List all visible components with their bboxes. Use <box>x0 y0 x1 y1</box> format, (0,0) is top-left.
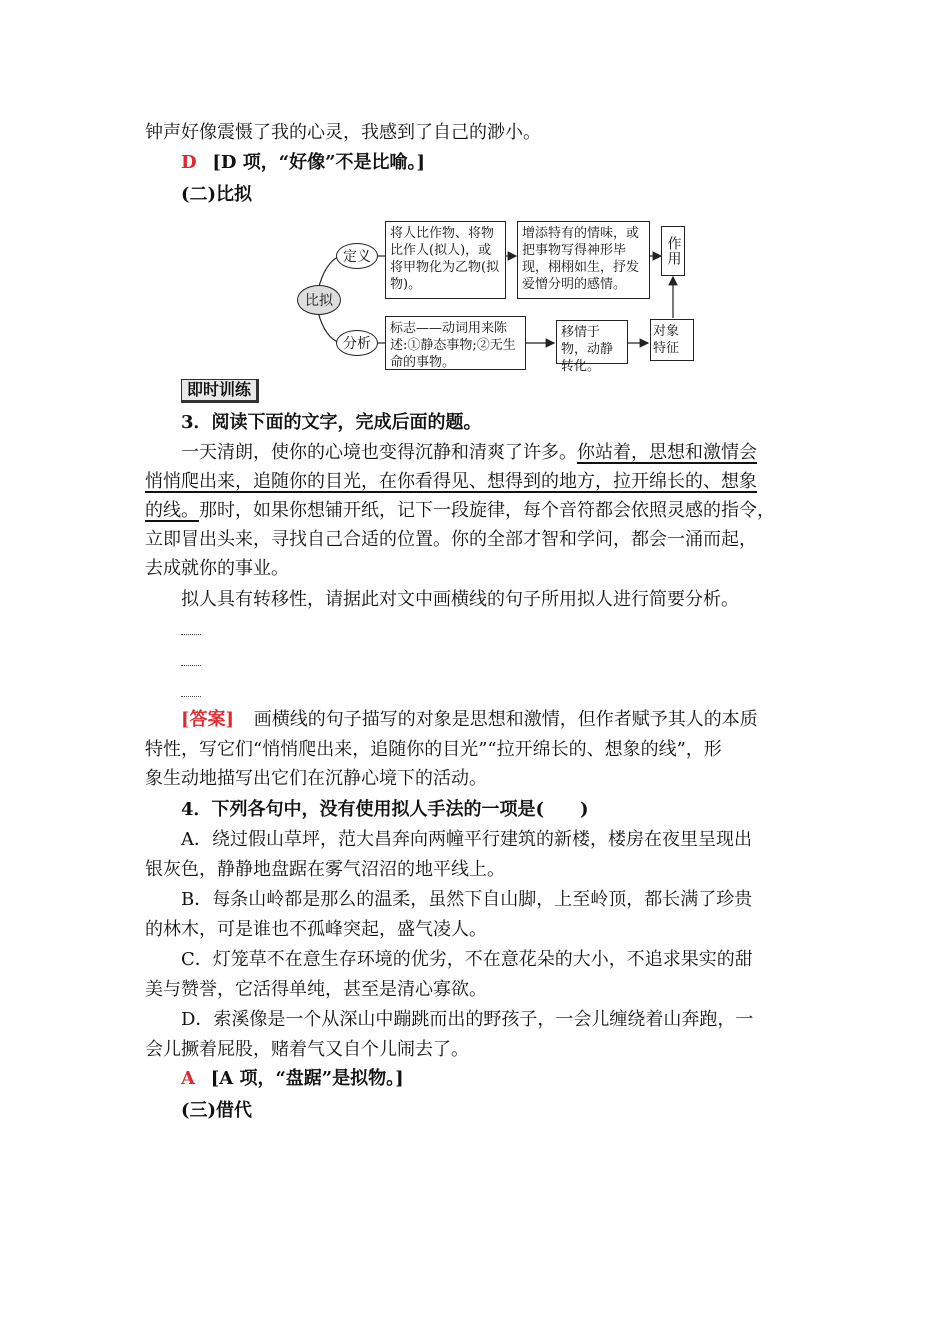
answer-letter: A <box>181 1068 195 1089</box>
passage-line: 立即冒出头来，寻找自己合适的位置。你的全部才智和学问，都会一涌而起， <box>145 529 757 550</box>
section-heading: (三)借代 <box>181 1100 253 1121</box>
passage-line <box>145 499 775 523</box>
option-c-cont: 美与赞誉，它活得单纯，甚至是清心寡欲。 <box>145 979 487 1000</box>
answer-explanation: [A 项，“盘踞”是拟物。] <box>210 1068 404 1089</box>
underlined-text: 悄悄爬出来，追随你的目光，在你看得见、想得到的地方，拉开绵长的、想象 <box>145 471 757 492</box>
option-d-cont: 会儿撅着屁股，赌着气又自个儿闹去了。 <box>145 1039 469 1060</box>
transfer-box: 移情于物，动静转化。 <box>556 320 628 364</box>
passage-line: 去成就你的事业。 <box>145 558 289 579</box>
answer-text: 画横线的句子描写的对象是思想和激情，但作者赋予其人的本质 <box>253 709 758 730</box>
underlined-text: 你站着，思想和激情会 <box>577 442 757 463</box>
option-c: C．灯笼草不在意生存环境的优劣，不在意花朵的大小，不追求果实的甜 <box>181 949 753 970</box>
question-prompt: 拟人具有转移性，请据此对文中画横线的句子所用拟人进行简要分析。 <box>181 589 739 610</box>
answer-label: [答案] <box>181 709 235 730</box>
answer-line <box>181 708 758 732</box>
section-heading: (二)比拟 <box>181 184 253 205</box>
text-line: 钟声好像震慑了我的心灵，我感到了自己的渺小。 <box>145 122 541 143</box>
answer-letter: D <box>181 152 197 173</box>
option-b-cont: 的林木，可是谁也不孤峰突起，盛气凌人。 <box>145 919 487 940</box>
mark-box: 标志——动词用来陈述:①静态事物;②无生命的事物。 <box>385 316 526 370</box>
option-b: B．每条山岭都是那么的温柔，虽然下自山脚，上至岭顶，都长满了珍贵 <box>181 889 753 910</box>
practice-badge: 即时训练 <box>181 379 259 403</box>
answer-explanation: [D 项，“好像”不是比喻。] <box>212 152 425 173</box>
option-a: A．绕过假山草坪，范大昌奔向两幢平行建筑的新楼，楼房在夜里呈现出 <box>181 829 752 850</box>
question-4: 4．下列各句中，没有使用拟人手法的一项是( ) <box>181 799 589 820</box>
answer-blank[interactable] <box>181 696 201 697</box>
answer-blank[interactable] <box>181 634 201 635</box>
use-box: 作用 <box>661 226 685 276</box>
option-d: D．索溪像是一个从深山中蹦跳而出的野孩子，一会儿缠绕着山奔跑，一 <box>181 1009 754 1030</box>
definition-node: 定义 <box>336 243 378 269</box>
answer-text: 象生动地描写出它们在沉静心境下的活动。 <box>145 768 487 789</box>
answer-text: 特性，写它们“悄悄爬出来，追随你的目光”“拉开绵长的、想象的线”，形 <box>145 739 722 760</box>
definition-box: 将人比作物、将物比作人(拟人)，或将甲物化为乙物(拟物)。 <box>385 221 506 299</box>
analysis-node: 分析 <box>336 330 378 356</box>
object-box: 对象特征 <box>650 319 694 361</box>
question-3: 3．阅读下面的文字，完成后面的题。 <box>181 412 482 433</box>
effect-box: 增添特有的情味，或把事物写得神形毕现，栩栩如生，抒发爱憎分明的感情。 <box>517 221 650 299</box>
passage-line <box>181 441 757 465</box>
underlined-text: 的线。 <box>145 500 199 521</box>
answer-blank[interactable] <box>181 665 201 666</box>
root-node: 比拟 <box>297 285 341 315</box>
passage-text: 一天清朗，使你的心境也变得沉静和清爽了许多。 <box>181 442 577 463</box>
answer-line <box>181 1067 404 1091</box>
option-a-cont: 银灰色，静静地盘踞在雾气沼沼的地平线上。 <box>145 859 505 880</box>
passage-text: 那时，如果你想铺开纸，记下一段旋律，每个音符都会依照灵感的指令， <box>199 500 775 521</box>
